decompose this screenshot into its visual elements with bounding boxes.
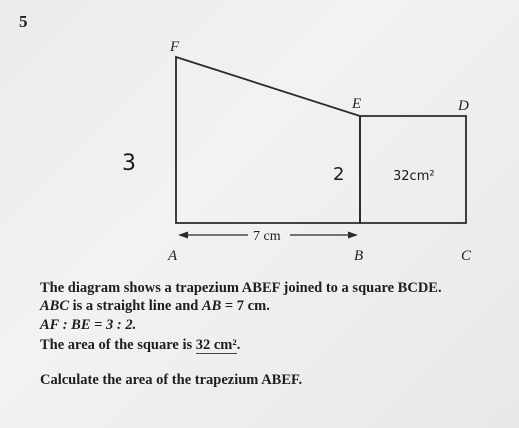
vertex-label-c: C <box>461 248 472 264</box>
line-ab: AB <box>201 298 222 314</box>
handwritten-af-ratio: 3 <box>122 151 136 176</box>
trapezium-abef <box>176 57 360 223</box>
area-value: 32 cm² <box>195 337 237 353</box>
vertex-label-a: A <box>168 248 178 264</box>
question-line-1: The diagram shows a trapezium ABEF joined to a square BCDE. <box>40 280 442 296</box>
handwritten-be-ratio: 2 <box>333 164 345 185</box>
line-straight-text: is a straight line and <box>69 298 202 314</box>
line-abc: ABC <box>40 298 70 314</box>
vertex-label-e: E <box>352 96 362 112</box>
line-ab-value: = 7 cm. <box>221 298 270 314</box>
question-number: 5 <box>19 12 28 31</box>
ratio-af: AF <box>40 317 60 333</box>
vertex-label-d: D <box>458 98 469 114</box>
question-line-5: Calculate the area of the trapezium ABEF. <box>40 372 303 388</box>
ratio-be: : BE = 3 : 2. <box>59 317 137 333</box>
vertex-label-b: B <box>354 248 364 264</box>
handwritten-square-area: 32cm² <box>393 169 435 184</box>
dimension-label: 7 cm <box>253 229 281 244</box>
vertex-label-f: F <box>170 39 180 55</box>
question-line-3 <box>40 316 136 334</box>
question-line-4 <box>40 336 240 354</box>
area-prefix: The area of the square is <box>40 337 196 353</box>
question-line-2 <box>40 297 270 315</box>
area-suffix: . <box>236 337 241 353</box>
